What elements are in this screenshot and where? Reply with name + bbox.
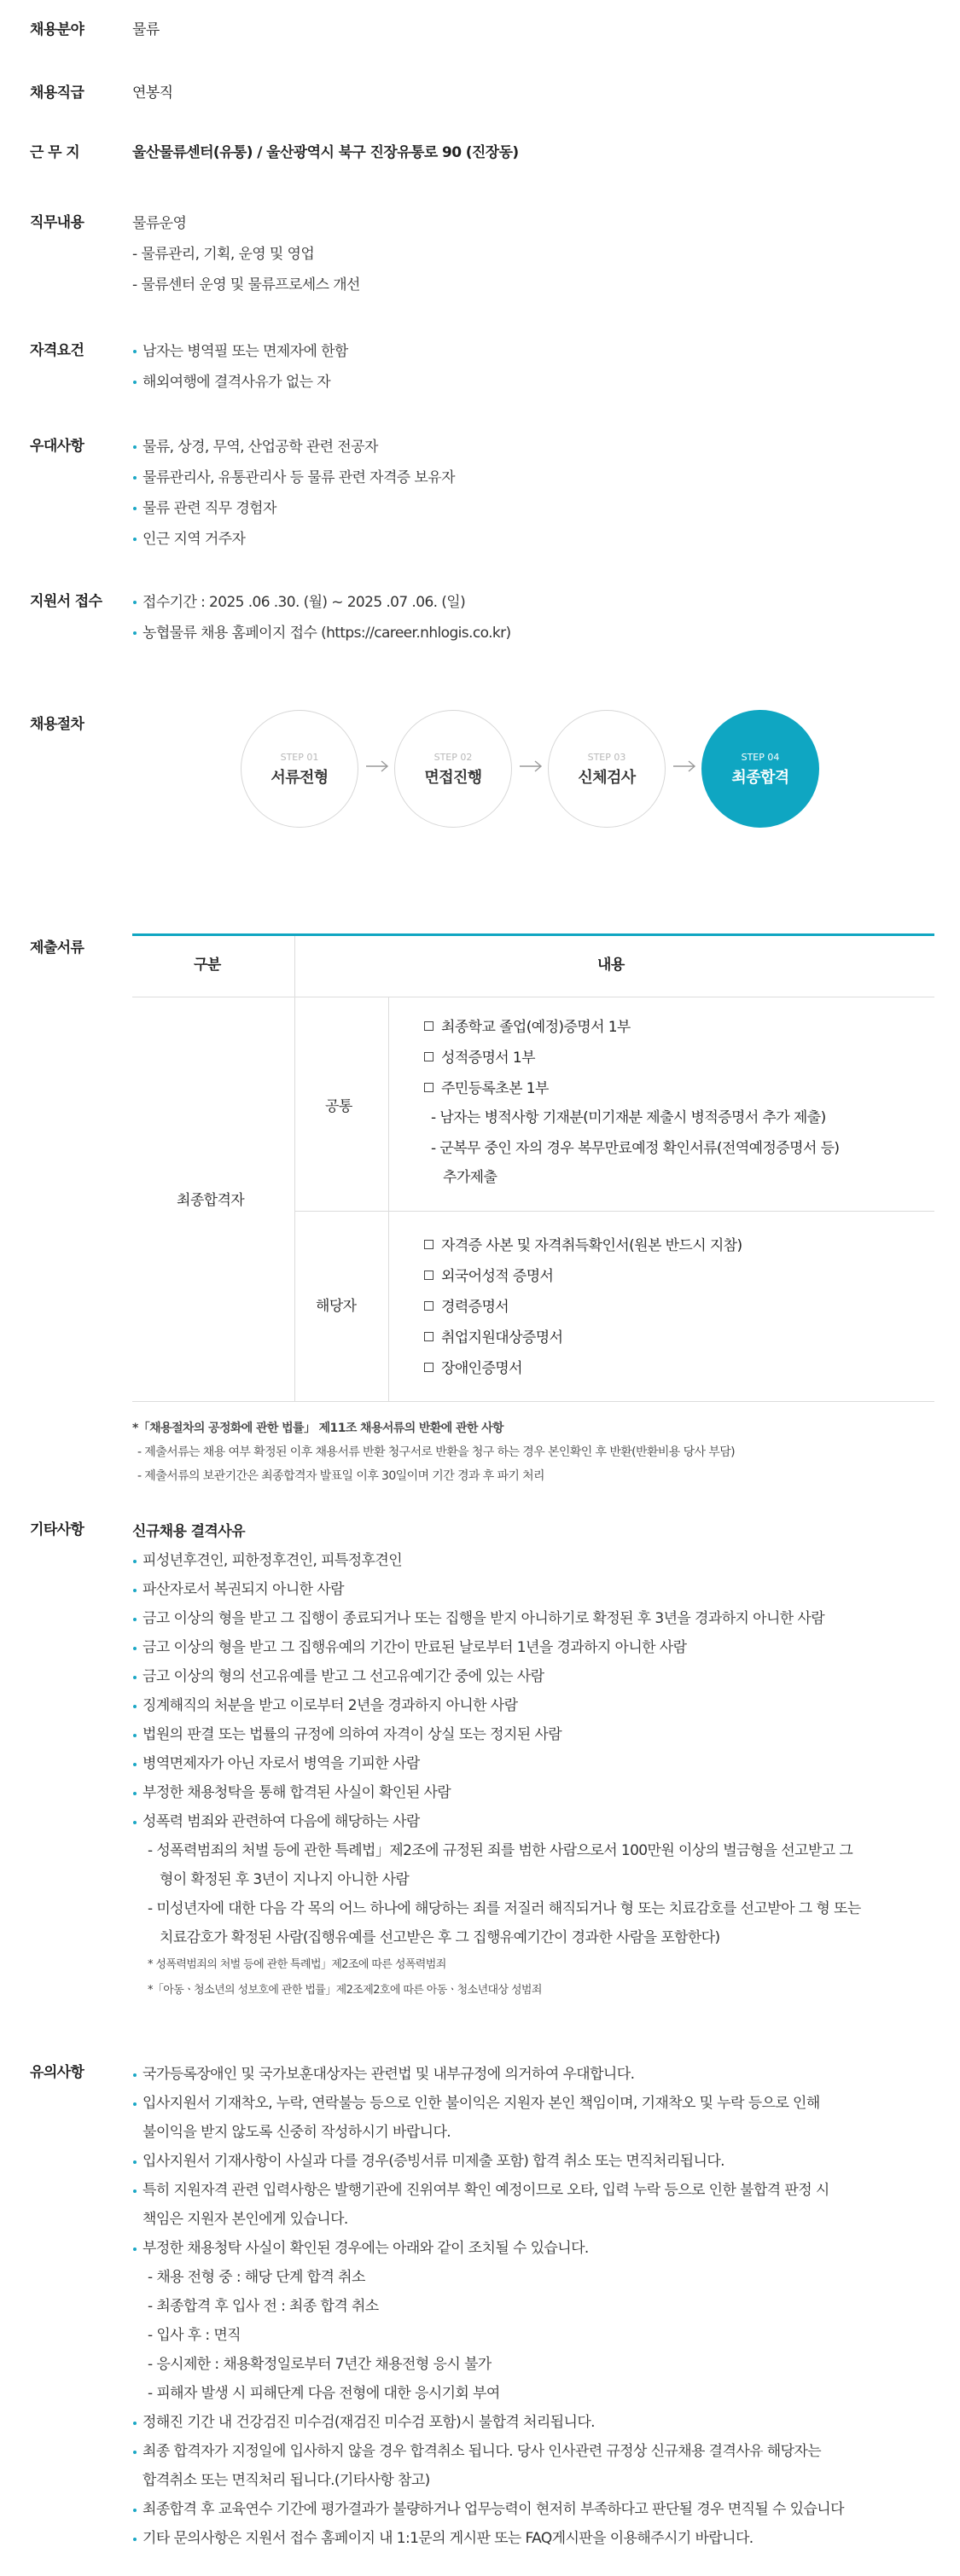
- misc-item: 금고 이상의 형의 선고유예를 받고 그 선고유예기간 중에 있는 사람: [132, 1662, 934, 1691]
- step-name: 최종합격: [731, 769, 789, 788]
- job-field-label: 채용분야: [30, 21, 84, 38]
- documents-note: - 제출서류의 보관기간은 최종합격자 발표일 이후 30일이며 기간 경과 후 파기 처리: [137, 1469, 544, 1483]
- misc-footnote: * 성폭력범죄의 처벌 등에 관한 특례법」제2조에 따른 성폭력범죄: [148, 1958, 446, 1971]
- common-label: 공통: [325, 1098, 352, 1115]
- qualifications-label: 자격요건: [30, 342, 84, 359]
- caution-line: 최종 합격자가 지정일에 입사하지 않을 경우 합격취소 됩니다. 당사 인사관련 규정상 신규채용 결격사유 해당자는: [132, 2437, 934, 2466]
- step-3: [548, 710, 666, 828]
- workplace-value: 울산물류센터(유통) / 울산광역시 북구 진장유통로 90 (진장동): [132, 144, 519, 161]
- misc-item: 피성년후견인, 피한정후견인, 피특정후견인: [132, 1546, 934, 1575]
- misc-footnote: *「아동ㆍ청소년의 성보호에 관한 법률」제2조제2호에 따른 아동ㆍ청소년대상 성범죄: [148, 1984, 542, 1997]
- checkbox-square-icon: [424, 1271, 433, 1280]
- job-field-value: 물류: [132, 21, 160, 38]
- caution-line: 최종합격 후 교육연수 기간에 평가결과가 불량하거나 업무능력이 현저히 부족하다고 판단될 경우 면직될 수 있습니다: [132, 2495, 934, 2524]
- caution-line: - 피해자 발생 시 피해단계 다음 전형에 대한 응시기회 부여: [148, 2385, 500, 2402]
- documents-note: - 제출서류는 채용 여부 확정된 이후 채용서류 반환 청구서로 반환을 청구 하는 경우 본인확인 후 반환(반환비용 당사 부담): [137, 1445, 735, 1459]
- caution-line: 정해진 기간 내 건강검진 미수검(재검진 미수검 포함)시 불합격 처리됩니다.: [132, 2408, 934, 2437]
- applicable-doc-item: 장애인증명서: [424, 1353, 522, 1384]
- duties-item: - 물류관리, 기획, 운영 및 영업: [132, 246, 315, 263]
- applicable-doc-item: 자격증 사본 및 자격취득확인서(원본 반드시 지참): [424, 1230, 742, 1261]
- cautions-list: [132, 2060, 934, 2553]
- caution-line: 합격취소 또는 면직처리 됩니다.(기타사항 참고): [143, 2472, 430, 2489]
- arrow-right-icon: [672, 758, 697, 775]
- common-sub-item: 추가제출: [443, 1169, 497, 1186]
- misc-sub-item: 치료감호가 확정된 사람(집행유예를 선고받은 후 그 집행유예기간이 경과한 사람을 포함한다): [160, 1929, 720, 1946]
- caution-line: - 응시제한 : 채용확정일로부터 7년간 채용전형 응시 불가: [148, 2356, 492, 2373]
- applicable-doc-item: 외국어성적 증명서: [424, 1261, 553, 1292]
- step-2: [394, 710, 512, 828]
- col-header-content: 내용: [597, 957, 625, 974]
- process-steps: [241, 710, 838, 829]
- applicable-doc-item: 경력증명서: [424, 1292, 509, 1323]
- preferences-label: 우대사항: [30, 438, 84, 455]
- col-header-category: 구분: [194, 957, 221, 974]
- table-row-divider: [294, 1211, 934, 1212]
- workplace-label: 근 무 지: [30, 144, 80, 161]
- caution-line: 국가등록장애인 및 국가보훈대상자는 관련법 및 내부규정에 의거하여 우대합니다.: [132, 2060, 934, 2089]
- checkbox-square-icon: [424, 1021, 433, 1031]
- misc-sub-item: - 성폭력범죄의 처벌 등에 관한 특례법」제2조에 규정된 죄를 범한 사람으로서 100만원 이상의 벌금형을 선고받고 그: [148, 1842, 853, 1859]
- step-number: STEP 02: [433, 752, 473, 763]
- step-number: STEP 03: [587, 752, 626, 763]
- table-bottom-border: [132, 1401, 934, 1402]
- preference-item: 물류관리사, 유통관리사 등 물류 관련 자격증 보유자: [132, 462, 934, 493]
- caution-line: 입사지원서 기재착오, 누락, 연락불능 등으로 인한 불이익은 지원자 본인 책임이며, 기재착오 및 누락 등으로 인해: [132, 2089, 934, 2118]
- qualification-item: 남자는 병역필 또는 면제자에 한함: [132, 336, 934, 367]
- common-doc-item: 최종학교 졸업(예정)증명서 1부: [424, 1012, 631, 1043]
- misc-item: 징계해직의 처분을 받고 이로부터 2년을 경과하지 아니한 사람: [132, 1691, 934, 1720]
- misc-item: 금고 이상의 형을 받고 그 집행유예의 기간이 만료된 날로부터 1년을 경과하지 아니한 사람: [132, 1633, 934, 1662]
- caution-line: - 입사 후 : 면직: [148, 2327, 241, 2344]
- misc-sub-item: 형이 확정된 후 3년이 지나지 아니한 사람: [160, 1871, 410, 1888]
- step-1: [241, 710, 358, 828]
- preference-item: 인근 지역 거주자: [132, 524, 934, 555]
- documents-note: *「채용절차의 공정화에 관한 법률」 제11조 채용서류의 반환에 관한 사항: [132, 1422, 503, 1435]
- misc-item: 부정한 채용청탁을 통해 합격된 사실이 확인된 사람: [132, 1778, 934, 1807]
- table-header-separator: [294, 936, 295, 997]
- common-sub-item: - 군복무 중인 자의 경우 복무만료예정 확인서류(전역예정증명서 등): [431, 1140, 840, 1157]
- step-number: STEP 04: [741, 752, 780, 763]
- qualification-item: 해외여행에 결격사유가 없는 자: [132, 367, 934, 398]
- misc-item: 법원의 판결 또는 법률의 규정에 의하여 자격이 상실 또는 정지된 사람: [132, 1720, 934, 1749]
- common-doc-item: 주민등록초본 1부: [424, 1073, 549, 1104]
- misc-label: 기타사항: [30, 1521, 84, 1538]
- cautions-label: 유의사항: [30, 2064, 84, 2081]
- misc-item: 성폭력 범죄와 관련하여 다음에 해당하는 사람: [132, 1807, 934, 1836]
- row-group-final: 최종합격자: [177, 1192, 245, 1209]
- caution-line: - 최종합격 후 입사 전 : 최종 합격 취소: [148, 2298, 379, 2315]
- step-name: 면접진행: [424, 769, 482, 788]
- step-number: STEP 01: [280, 752, 319, 763]
- step-4-active: [701, 710, 819, 828]
- step-name: 서류전형: [271, 769, 329, 788]
- duties-label: 직무내용: [30, 214, 84, 231]
- applicable-label: 해당자: [316, 1298, 357, 1315]
- job-grade-label: 채용직급: [30, 84, 84, 102]
- misc-item: 파산자로서 복권되지 아니한 사람: [132, 1575, 934, 1604]
- caution-line: 책임은 지원자 본인에게 있습니다.: [143, 2211, 348, 2228]
- misc-title: 신규채용 결격사유: [132, 1523, 245, 1540]
- duties-item: - 물류센터 운영 및 물류프로세스 개선: [132, 276, 360, 294]
- caution-line: 부정한 채용청탁 사실이 확인된 경우에는 아래와 같이 조치될 수 있습니다.: [132, 2234, 934, 2263]
- duties-title: 물류운영: [132, 215, 187, 232]
- table-col-separator: [294, 997, 295, 1401]
- caution-line: 특히 지원자격 관련 입력사항은 발행기관에 진위여부 확인 예정이므로 오타, 입력 누락 등으로 인한 불합격 판정 시: [132, 2176, 934, 2205]
- caution-line: - 채용 전형 중 : 해당 단계 합격 취소: [148, 2269, 365, 2286]
- applicable-doc-item: 취업지원대상증명서: [424, 1323, 562, 1353]
- arrow-right-icon: [518, 758, 544, 775]
- table-top-border: [132, 933, 934, 936]
- checkbox-square-icon: [424, 1363, 433, 1372]
- checkbox-square-icon: [424, 1083, 433, 1092]
- arrow-right-icon: [364, 758, 390, 775]
- step-name: 신체검사: [578, 769, 636, 788]
- checkbox-square-icon: [424, 1332, 433, 1341]
- common-sub-item: - 남자는 병적사항 기재분(미기재분 제출시 병적증명서 추가 제출): [431, 1109, 826, 1126]
- common-doc-item: 성적증명서 1부: [424, 1043, 535, 1073]
- misc-sub-item: - 미성년자에 대한 다음 각 목의 어느 하나에 해당하는 죄를 저질러 해직되거나 형 또는 치료감호를 선고받아 그 형 또는: [148, 1900, 861, 1917]
- checkbox-square-icon: [424, 1052, 433, 1061]
- caution-line: 불이익을 받지 않도록 신중히 작성하시기 바랍니다.: [143, 2124, 451, 2141]
- caution-line: 입사지원서 기재사항이 사실과 다를 경우(증빙서류 미제출 포함) 합격 취소 또는 면직처리됩니다.: [132, 2147, 934, 2176]
- application-label: 지원서 접수: [30, 593, 102, 610]
- application-site: 농협물류 채용 홈페이지 접수 (https://career.nhlogis.co.kr): [132, 618, 934, 648]
- process-label: 채용절차: [30, 716, 84, 733]
- checkbox-square-icon: [424, 1301, 433, 1311]
- misc-item: 병역면제자가 아닌 자로서 병역을 기피한 사람: [132, 1749, 934, 1778]
- misc-item: 금고 이상의 형을 받고 그 집행이 종료되거나 또는 집행을 받지 아니하기로 확정된 후 3년을 경과하지 아니한 사람: [132, 1604, 934, 1633]
- job-grade-value: 연봉직: [132, 84, 173, 102]
- table-col-separator: [388, 997, 389, 1401]
- preference-item: 물류, 상경, 무역, 산업공학 관련 전공자: [132, 432, 934, 462]
- documents-notes: [132, 1416, 735, 1488]
- checkbox-square-icon: [424, 1240, 433, 1249]
- caution-line: 기타 문의사항은 지원서 접수 홈페이지 내 1:1문의 게시판 또는 FAQ게시판을 이용해주시기 바랍니다.: [132, 2524, 934, 2553]
- preference-item: 물류 관련 직무 경험자: [132, 493, 934, 524]
- application-period: 접수기간 : 2025 .06 .30. (월) ~ 2025 .07 .06. (일): [132, 587, 934, 618]
- documents-label: 제출서류: [30, 939, 84, 957]
